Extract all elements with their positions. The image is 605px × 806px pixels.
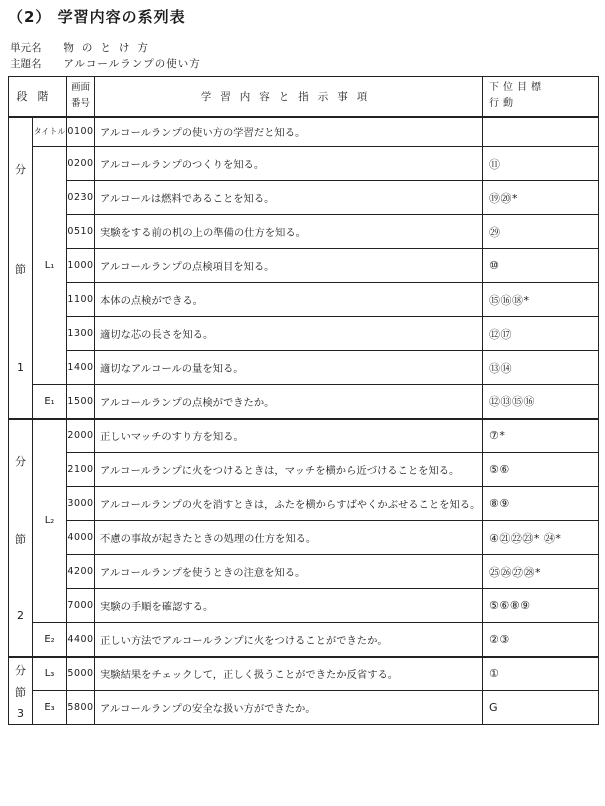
header-screen-number-line1: 画面 (70, 82, 90, 94)
content-item: アルコールランプの火を消すときは，ふたを横からすばやくかぶせることを知る。 (95, 487, 483, 521)
table-row (9, 419, 599, 453)
screen-number: 1400 (67, 351, 95, 385)
section-3-char: 分 (15, 663, 26, 677)
unit-name (10, 40, 156, 55)
goal-item: ① (483, 657, 599, 691)
unit-value: 物のとけ方 (63, 42, 156, 54)
content-item: アルコールランプの点検ができたか。 (95, 385, 483, 419)
learning-content-table (8, 76, 599, 725)
header-screen-number (67, 77, 95, 117)
theme-name (10, 56, 201, 71)
goal-item: ⑪ (483, 147, 599, 181)
content-item: 正しいマッチのすり方を知る。 (95, 419, 483, 453)
phase-e1: E₁ (33, 385, 67, 419)
phase-l3: L₃ (33, 657, 67, 691)
content-item: アルコールランプの点検項目を知る。 (95, 249, 483, 283)
table-row (9, 117, 599, 147)
phase-l2: L₂ (33, 419, 67, 623)
section-1-label (9, 117, 33, 419)
section-1-char: 1 (17, 360, 24, 374)
header-goal-line2: 行動 (489, 98, 517, 110)
goal-item: ㉙ (483, 215, 599, 249)
goal-item: ⑧⑨ (483, 487, 599, 521)
screen-number: 0510 (67, 215, 95, 249)
header-goal-line1: 下位目標 (489, 82, 545, 94)
content-item: アルコールは燃料であることを知る。 (95, 181, 483, 215)
screen-number: 2000 (67, 419, 95, 453)
table-header-row (9, 77, 599, 117)
section-2-char: 分 (15, 455, 26, 469)
table-row (9, 589, 599, 623)
screen-number: 4400 (67, 623, 95, 657)
screen-number: 4200 (67, 555, 95, 589)
unit-label: 単元名 (10, 42, 42, 54)
goal-item (483, 117, 599, 147)
content-item: 実験結果をチェックして，正しく扱うことができたか反省する。 (95, 657, 483, 691)
table-row (9, 215, 599, 249)
screen-number: 0100 (67, 117, 95, 147)
section-1-char: 節 (15, 262, 26, 276)
table-row (9, 181, 599, 215)
phase-l1: L₁ (33, 147, 67, 385)
content-item: アルコールランプを使うときの注意を知る。 (95, 555, 483, 589)
section-2-label (9, 419, 33, 657)
goal-item: ⑲⑳* (483, 181, 599, 215)
table-row (9, 521, 599, 555)
screen-number: 1300 (67, 317, 95, 351)
screen-number: 1500 (67, 385, 95, 419)
phase-title: タイトル (33, 117, 67, 147)
content-item: 実験をする前の机の上の準備の仕方を知る。 (95, 215, 483, 249)
table-row (9, 283, 599, 317)
table-row (9, 385, 599, 419)
section-3-char: 節 (15, 686, 26, 700)
section-2-char: 2 (17, 608, 24, 622)
goal-item: ㉕㉖㉗㉘* (483, 555, 599, 589)
goal-item: ⑦* (483, 419, 599, 453)
screen-number: 1000 (67, 249, 95, 283)
goal-item: ⑫⑬⑮⑯ (483, 385, 599, 419)
section-3-label (9, 657, 33, 725)
table-row (9, 147, 599, 181)
theme-value: アルコールランプの使い方 (63, 58, 201, 70)
content-item: 正しい方法でアルコールランプに火をつけることができたか。 (95, 623, 483, 657)
goal-item: ⑫⑰ (483, 317, 599, 351)
screen-number: 2100 (67, 453, 95, 487)
content-item: 本体の点検ができる。 (95, 283, 483, 317)
table-row (9, 623, 599, 657)
content-item: 適切なアルコールの量を知る。 (95, 351, 483, 385)
screen-number: 0200 (67, 147, 95, 181)
table-row (9, 249, 599, 283)
screen-number: 4000 (67, 521, 95, 555)
phase-e3: E₃ (33, 691, 67, 725)
content-item: アルコールランプの安全な扱い方ができたか。 (95, 691, 483, 725)
theme-label: 主題名 (10, 58, 42, 70)
table-row (9, 351, 599, 385)
table-row (9, 555, 599, 589)
goal-item: ⑩ (483, 249, 599, 283)
header-goal (483, 77, 599, 117)
screen-number: 0230 (67, 181, 95, 215)
content-item: 不慮の事故が起きたときの処理の仕方を知る。 (95, 521, 483, 555)
content-item: 適切な芯の長さを知る。 (95, 317, 483, 351)
content-item: アルコールランプに火をつけるときは，マッチを横から近づけることを知る。 (95, 453, 483, 487)
page-heading: （2） 学習内容の系列表 (8, 8, 186, 26)
table-row (9, 691, 599, 725)
goal-item: ④㉑㉒㉓* ㉔* (483, 521, 599, 555)
table-row (9, 453, 599, 487)
screen-number: 5000 (67, 657, 95, 691)
phase-e2: E₂ (33, 623, 67, 657)
section-2-char: 節 (15, 532, 26, 546)
goal-item: ②③ (483, 623, 599, 657)
screen-number: 5800 (67, 691, 95, 725)
table-row (9, 487, 599, 521)
table-row (9, 317, 599, 351)
section-1-char: 分 (15, 163, 26, 177)
content-item: アルコールランプの使い方の学習だと知る。 (95, 117, 483, 147)
goal-item: G (483, 691, 599, 725)
section-3-char: 3 (17, 706, 24, 720)
goal-item: ⑤⑥ (483, 453, 599, 487)
screen-number: 3000 (67, 487, 95, 521)
header-stage: 段階 (9, 77, 67, 117)
header-content: 学習内容と指示事項 (95, 77, 483, 117)
table-row (9, 657, 599, 691)
header-screen-number-line2: 番号 (70, 98, 90, 110)
content-item: アルコールランプのつくりを知る。 (95, 147, 483, 181)
goal-item: ⑮⑯⑱* (483, 283, 599, 317)
goal-item: ⑤⑥⑧⑨ (483, 589, 599, 623)
content-item: 実験の手順を確認する。 (95, 589, 483, 623)
screen-number: 1100 (67, 283, 95, 317)
screen-number: 7000 (67, 589, 95, 623)
goal-item: ⑬⑭ (483, 351, 599, 385)
